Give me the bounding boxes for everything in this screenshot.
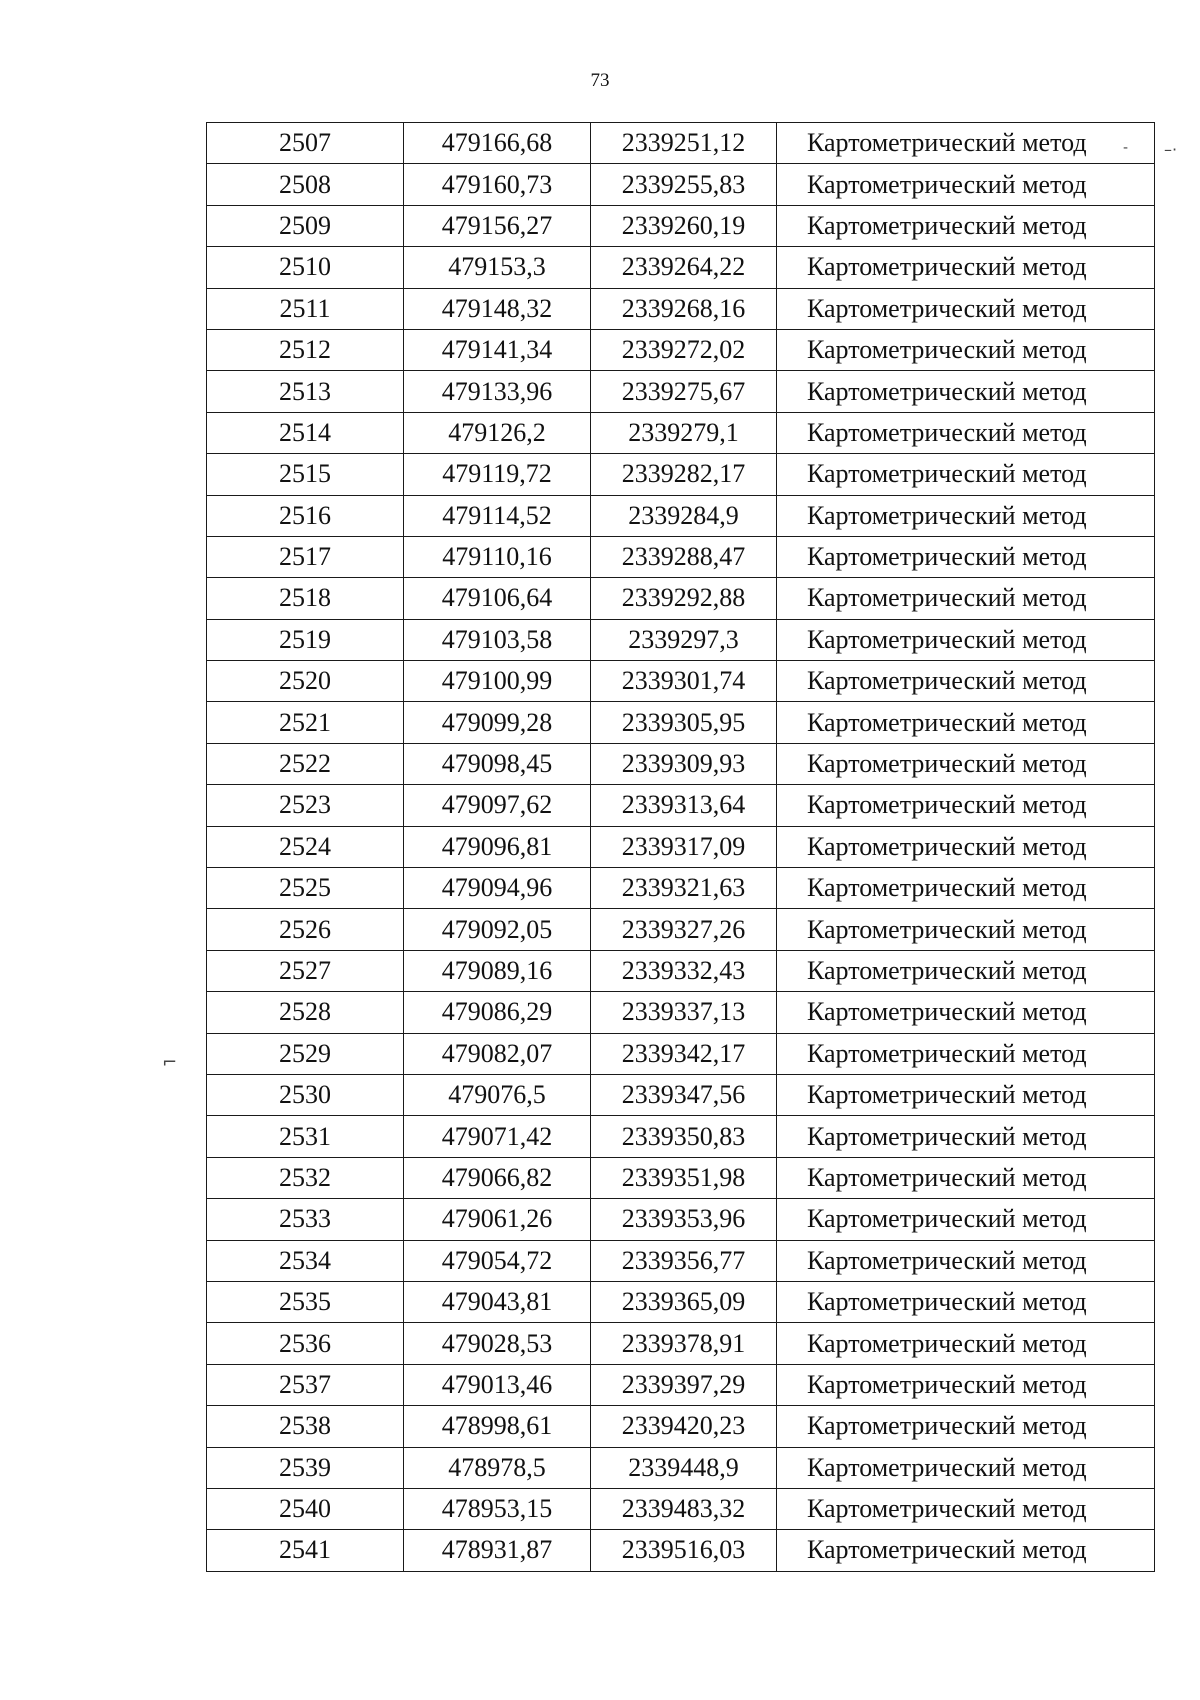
x-coordinate-cell: 479094,96	[404, 868, 591, 909]
table-row	[207, 1488, 1155, 1529]
method-cell: Картометрический метод	[777, 868, 1155, 909]
x-coordinate-cell: 479096,81	[404, 826, 591, 867]
method-cell: Картометрический метод	[777, 454, 1155, 495]
point-number-cell: 2514	[207, 412, 404, 453]
y-coordinate-cell: 2339292,88	[591, 578, 777, 619]
table-row	[207, 743, 1155, 784]
x-coordinate-cell: 479103,58	[404, 619, 591, 660]
x-coordinate-cell: 479086,29	[404, 992, 591, 1033]
table-row	[207, 371, 1155, 412]
x-coordinate-cell: 479148,32	[404, 288, 591, 329]
method-cell: Картометрический метод	[777, 1199, 1155, 1240]
x-coordinate-cell: 479013,46	[404, 1364, 591, 1405]
point-number-cell: 2516	[207, 495, 404, 536]
table-row	[207, 1240, 1155, 1281]
method-cell: Картометрический метод	[777, 909, 1155, 950]
point-number-cell: 2532	[207, 1157, 404, 1198]
table-row	[207, 1406, 1155, 1447]
table-row	[207, 1281, 1155, 1322]
method-cell: Картометрический метод	[777, 1406, 1155, 1447]
y-coordinate-cell: 2339275,67	[591, 371, 777, 412]
x-coordinate-cell: 479028,53	[404, 1323, 591, 1364]
point-number-cell: 2537	[207, 1364, 404, 1405]
table-row	[207, 661, 1155, 702]
table-row	[207, 288, 1155, 329]
x-coordinate-cell: 479110,16	[404, 536, 591, 577]
y-coordinate-cell: 2339317,09	[591, 826, 777, 867]
method-cell: Картометрический метод	[777, 412, 1155, 453]
table-row	[207, 536, 1155, 577]
table-row	[207, 992, 1155, 1033]
y-coordinate-cell: 2339279,1	[591, 412, 777, 453]
method-cell: Картометрический метод	[777, 578, 1155, 619]
method-cell: Картометрический метод	[777, 661, 1155, 702]
y-coordinate-cell: 2339313,64	[591, 785, 777, 826]
method-cell: Картометрический метод	[777, 536, 1155, 577]
table-row	[207, 826, 1155, 867]
point-number-cell: 2533	[207, 1199, 404, 1240]
x-coordinate-cell: 479099,28	[404, 702, 591, 743]
x-coordinate-cell: 479114,52	[404, 495, 591, 536]
point-number-cell: 2535	[207, 1281, 404, 1322]
point-number-cell: 2517	[207, 536, 404, 577]
point-number-cell: 2526	[207, 909, 404, 950]
method-cell: Картометрический метод	[777, 1323, 1155, 1364]
method-cell: Картометрический метод	[777, 1033, 1155, 1074]
x-coordinate-cell: 479071,42	[404, 1116, 591, 1157]
scan-dash-mark: –·	[1164, 140, 1178, 159]
x-coordinate-cell: 479082,07	[404, 1033, 591, 1074]
method-cell: Картометрический метод	[777, 371, 1155, 412]
x-coordinate-cell: 479166,68	[404, 123, 591, 164]
coordinates-table-body	[207, 123, 1155, 1572]
y-coordinate-cell: 2339342,17	[591, 1033, 777, 1074]
x-coordinate-cell: 479076,5	[404, 1074, 591, 1115]
table-row	[207, 1323, 1155, 1364]
x-coordinate-cell: 478931,87	[404, 1530, 591, 1571]
table-row	[207, 619, 1155, 660]
y-coordinate-cell: 2339288,47	[591, 536, 777, 577]
point-number-cell: 2529	[207, 1033, 404, 1074]
table-row	[207, 785, 1155, 826]
point-number-cell: 2531	[207, 1116, 404, 1157]
table-row	[207, 1530, 1155, 1571]
method-cell: Картометрический метод	[777, 1116, 1155, 1157]
scan-dash-mark: -	[1123, 140, 1129, 156]
y-coordinate-cell: 2339483,32	[591, 1488, 777, 1529]
y-coordinate-cell: 2339260,19	[591, 205, 777, 246]
point-number-cell: 2536	[207, 1323, 404, 1364]
point-number-cell: 2528	[207, 992, 404, 1033]
y-coordinate-cell: 2339337,13	[591, 992, 777, 1033]
point-number-cell: 2527	[207, 950, 404, 991]
x-coordinate-cell: 478978,5	[404, 1447, 591, 1488]
y-coordinate-cell: 2339305,95	[591, 702, 777, 743]
y-coordinate-cell: 2339397,29	[591, 1364, 777, 1405]
y-coordinate-cell: 2339347,56	[591, 1074, 777, 1115]
point-number-cell: 2538	[207, 1406, 404, 1447]
point-number-cell: 2508	[207, 164, 404, 205]
table-row	[207, 1199, 1155, 1240]
y-coordinate-cell: 2339301,74	[591, 661, 777, 702]
method-cell: Картометрический метод	[777, 1488, 1155, 1529]
point-number-cell: 2525	[207, 868, 404, 909]
x-coordinate-cell: 479156,27	[404, 205, 591, 246]
x-coordinate-cell: 479133,96	[404, 371, 591, 412]
method-cell: Картометрический метод	[777, 1074, 1155, 1115]
method-cell: Картометрический метод	[777, 702, 1155, 743]
x-coordinate-cell: 479097,62	[404, 785, 591, 826]
table-row	[207, 1116, 1155, 1157]
table-row	[207, 247, 1155, 288]
table-row	[207, 205, 1155, 246]
point-number-cell: 2521	[207, 702, 404, 743]
page-number: 73	[590, 70, 610, 91]
y-coordinate-cell: 2339251,12	[591, 123, 777, 164]
table-row	[207, 495, 1155, 536]
point-number-cell: 2509	[207, 205, 404, 246]
table-row	[207, 578, 1155, 619]
y-coordinate-cell: 2339272,02	[591, 329, 777, 370]
method-cell: Картометрический метод	[777, 785, 1155, 826]
y-coordinate-cell: 2339350,83	[591, 1116, 777, 1157]
table-row	[207, 164, 1155, 205]
method-cell: Картометрический метод	[777, 1447, 1155, 1488]
method-cell: Картометрический метод	[777, 992, 1155, 1033]
y-coordinate-cell: 2339378,91	[591, 1323, 777, 1364]
x-coordinate-cell: 479126,2	[404, 412, 591, 453]
method-cell: Картометрический метод	[777, 1240, 1155, 1281]
point-number-cell: 2520	[207, 661, 404, 702]
point-number-cell: 2519	[207, 619, 404, 660]
x-coordinate-cell: 479043,81	[404, 1281, 591, 1322]
method-cell: Картометрический метод	[777, 826, 1155, 867]
table-row	[207, 702, 1155, 743]
coordinates-table	[206, 122, 1155, 1572]
y-coordinate-cell: 2339282,17	[591, 454, 777, 495]
x-coordinate-cell: 479106,64	[404, 578, 591, 619]
x-coordinate-cell: 479153,3	[404, 247, 591, 288]
table-row	[207, 1157, 1155, 1198]
method-cell: Картометрический метод	[777, 1364, 1155, 1405]
point-number-cell: 2512	[207, 329, 404, 370]
y-coordinate-cell: 2339321,63	[591, 868, 777, 909]
point-number-cell: 2534	[207, 1240, 404, 1281]
method-cell: Картометрический метод	[777, 1530, 1155, 1571]
point-number-cell: 2523	[207, 785, 404, 826]
point-number-cell: 2515	[207, 454, 404, 495]
table-row	[207, 1074, 1155, 1115]
x-coordinate-cell: 479141,34	[404, 329, 591, 370]
x-coordinate-cell: 479054,72	[404, 1240, 591, 1281]
x-coordinate-cell: 479119,72	[404, 454, 591, 495]
y-coordinate-cell: 2339327,26	[591, 909, 777, 950]
method-cell: Картометрический метод	[777, 950, 1155, 991]
table-row	[207, 950, 1155, 991]
table-row	[207, 1447, 1155, 1488]
y-coordinate-cell: 2339448,9	[591, 1447, 777, 1488]
method-cell: Картометрический метод	[777, 743, 1155, 784]
point-number-cell: 2539	[207, 1447, 404, 1488]
point-number-cell: 2522	[207, 743, 404, 784]
x-coordinate-cell: 479100,99	[404, 661, 591, 702]
point-number-cell: 2510	[207, 247, 404, 288]
y-coordinate-cell: 2339332,43	[591, 950, 777, 991]
y-coordinate-cell: 2339255,83	[591, 164, 777, 205]
x-coordinate-cell: 479066,82	[404, 1157, 591, 1198]
y-coordinate-cell: 2339297,3	[591, 619, 777, 660]
x-coordinate-cell: 479092,05	[404, 909, 591, 950]
point-number-cell: 2540	[207, 1488, 404, 1529]
y-coordinate-cell: 2339420,23	[591, 1406, 777, 1447]
table-row	[207, 123, 1155, 164]
x-coordinate-cell: 478953,15	[404, 1488, 591, 1529]
table-row	[207, 412, 1155, 453]
method-cell: Картометрический метод	[777, 619, 1155, 660]
y-coordinate-cell: 2339309,93	[591, 743, 777, 784]
x-coordinate-cell: 479160,73	[404, 164, 591, 205]
y-coordinate-cell: 2339268,16	[591, 288, 777, 329]
point-number-cell: 2511	[207, 288, 404, 329]
method-cell: Картометрический метод	[777, 164, 1155, 205]
table-row	[207, 329, 1155, 370]
method-cell: Картометрический метод	[777, 288, 1155, 329]
method-cell: Картометрический метод	[777, 247, 1155, 288]
point-number-cell: 2513	[207, 371, 404, 412]
table-row	[207, 909, 1155, 950]
y-coordinate-cell: 2339516,03	[591, 1530, 777, 1571]
method-cell: Картометрический метод	[777, 495, 1155, 536]
x-coordinate-cell: 479098,45	[404, 743, 591, 784]
scan-hook-mark: ⌐	[162, 1052, 178, 1073]
point-number-cell: 2518	[207, 578, 404, 619]
point-number-cell: 2507	[207, 123, 404, 164]
table-row	[207, 868, 1155, 909]
y-coordinate-cell: 2339284,9	[591, 495, 777, 536]
y-coordinate-cell: 2339264,22	[591, 247, 777, 288]
y-coordinate-cell: 2339365,09	[591, 1281, 777, 1322]
method-cell: Картометрический метод	[777, 123, 1155, 164]
x-coordinate-cell: 479089,16	[404, 950, 591, 991]
y-coordinate-cell: 2339351,98	[591, 1157, 777, 1198]
table-row	[207, 1364, 1155, 1405]
point-number-cell: 2530	[207, 1074, 404, 1115]
table-row	[207, 454, 1155, 495]
y-coordinate-cell: 2339353,96	[591, 1199, 777, 1240]
x-coordinate-cell: 478998,61	[404, 1406, 591, 1447]
y-coordinate-cell: 2339356,77	[591, 1240, 777, 1281]
x-coordinate-cell: 479061,26	[404, 1199, 591, 1240]
point-number-cell: 2541	[207, 1530, 404, 1571]
method-cell: Картометрический метод	[777, 329, 1155, 370]
method-cell: Картометрический метод	[777, 1157, 1155, 1198]
table-row	[207, 1033, 1155, 1074]
method-cell: Картометрический метод	[777, 1281, 1155, 1322]
point-number-cell: 2524	[207, 826, 404, 867]
method-cell: Картометрический метод	[777, 205, 1155, 246]
